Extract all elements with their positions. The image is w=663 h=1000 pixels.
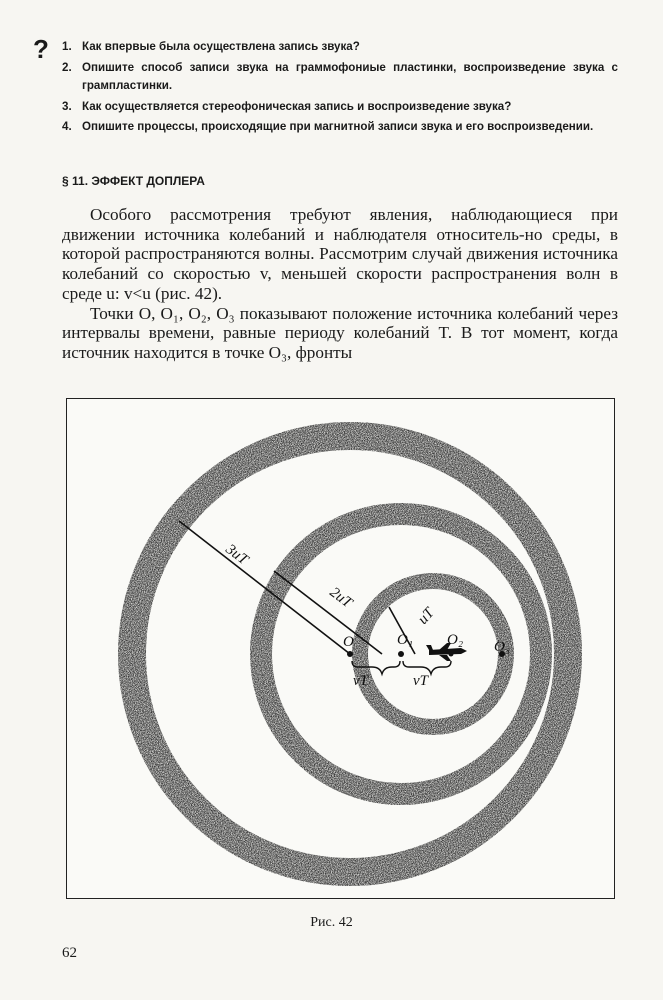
label-3ut: 3uT xyxy=(222,541,251,569)
question-number: 4. xyxy=(62,120,72,133)
label-ut: uT xyxy=(415,605,438,628)
question-item xyxy=(62,38,618,57)
question-item xyxy=(62,118,618,137)
point-o xyxy=(347,651,353,657)
label-o2: O₂ xyxy=(447,632,464,648)
page-number: 62 xyxy=(62,945,77,961)
question-text: Как впервые была осуществлена запись звука? xyxy=(82,40,360,53)
point-o1 xyxy=(398,651,404,657)
doppler-figure xyxy=(66,398,615,899)
question-text: Опишите процессы, происходящие при магнитной записи звука и его воспроизведении. xyxy=(82,120,594,133)
review-questions xyxy=(62,38,618,139)
question-number: 2. xyxy=(62,60,72,74)
paragraph: Особого рассмотрения требуют явления, наблюдающиеся при движении источника колебаний и наблюдателя относитель-но среды, в которой распространяются волны. Рассмотрим случай движения источника колебаний со скоростью v, меньшей скорости распространения волн в среде u: v<u (рис. 42). xyxy=(62,205,618,303)
question-text: Опишите способ записи звука на граммофониые пластинки, воспроизведение звука с грампластинки. xyxy=(82,60,618,92)
label-o: O xyxy=(343,634,354,650)
paragraph: Точки O, O₁, O₂, O₃ показывают положение источника колебаний через интервалы времени, равные периоду колебаний T. В тот момент, когда источник находится в точке O₃, фронты xyxy=(62,303,618,362)
doppler-diagram xyxy=(67,399,613,897)
figure-caption: Рис. 42 xyxy=(310,915,353,930)
question-item xyxy=(62,98,618,117)
label-o1: O₁ xyxy=(397,632,414,648)
question-number: 3. xyxy=(62,99,72,113)
label-vt-1: vT xyxy=(353,673,368,689)
question-number: 1. xyxy=(62,40,72,53)
label-vt-2: vT xyxy=(413,673,428,689)
question-item xyxy=(62,59,618,96)
question-mark-icon: ? xyxy=(33,34,49,64)
label-2ut: 2uT xyxy=(326,584,355,612)
section-heading: § 11. ЭФФЕКТ ДОПЛЕРА xyxy=(62,174,205,188)
body-text xyxy=(62,205,618,363)
question-text: Как осуществляется стереофоническая запись и воспроизведение звука? xyxy=(82,99,512,113)
label-o3: O₃ xyxy=(494,639,511,655)
